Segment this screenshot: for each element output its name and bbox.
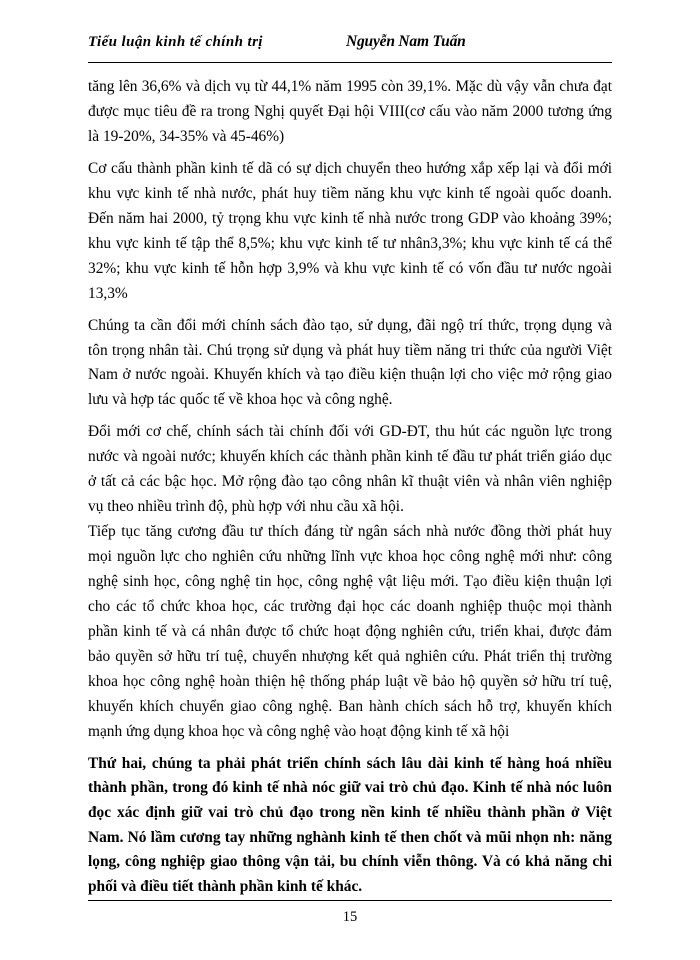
paragraph-spacer xyxy=(88,307,612,314)
paragraph-2: Cơ cấu thành phần kinh tế dã có sự dịch chuyển theo hướng xắp xếp lại và đổi mới khu vực kinh tế nhà nước, phát huy tiềm năng khu vực kinh tế ngoài quốc doanh. Đến năm hai 2000, tỷ trọng khu vực kinh tế nhà nước trong GDP vào khoảng 39%; khu vực kinh tế tập thể 8,5%; khu vực kinh tế tư nhân3,3%; khu vực kinh tế cá thể 32%; khu vực kinh tế hỗn hợp 3,9% và khu vực kinh tế có vốn đầu tư nước ngoài 13,3% xyxy=(88,159,612,302)
header-author-name: Nguyễn Nam Tuấn xyxy=(346,33,466,50)
paragraph-spacer xyxy=(88,150,612,157)
page-number: 15 xyxy=(342,909,358,925)
paragraph-1: tăng lên 36,6% và dịch vụ từ 44,1% năm 1995 còn 39,1%. Mặc dù vậy vẫn chưa đạt được mục tiêu đề ra trong Nghị quyết Đại hội VIII(cơ cấu vào năm 2000 tương ứng là 19-20%, 34-35% và 45-46%) xyxy=(88,78,612,145)
paragraph-spacer xyxy=(88,745,612,752)
header-divider xyxy=(88,62,612,63)
header-document-title: Tiểu luận kinh tế chính trị xyxy=(88,34,263,50)
paragraph-5: Tiếp tục tăng cương đầu tư thích đáng từ ngân sách nhà nước đồng thời phát huy mọi nguồn lực cho nghiên cứu những lĩnh vực khoa học công nghệ mới như: công nghệ sinh học, công nghệ tin học, công nghệ vật liệu mới. Tạo điều kiện thuận lợi cho các tổ chức khoa học, các trường đại học các doanh nghiệp thuộc mọi thành phần kinh tế và cá nhân được tổ chức hoạt động nghiên cứu, triển khai, được đảm bảo quyền sở hữu trí tuệ, chuyển nhượng kết quả nghiên cứu. Phát triển thị trường khoa học công nghệ hoàn thiện hệ thống pháp luật về bảo hộ quyền sở hữu trí tuệ, khuyến khích chuyển giao công nghệ. Ban hành chích sách hỗ trợ, khuyến khích mạnh ứng dụng khoa học và công nghệ vào hoạt động kinh tế xã hội xyxy=(88,523,612,740)
page-content-area xyxy=(88,34,612,924)
paragraph-4: Đổi mới cơ chế, chính sách tài chính đối với GD-ĐT, thu hút các nguồn lực trong nước và ngoài nước; khuyến khích các thành phần kinh tế đầu tư phát triển giáo dục ở tất cả các bậc học. Mở rộng đào tạo công nhân kĩ thuật viên và nhân viên nghiệp vụ theo nhiều trình độ, phù hợp với nhu cầu xã hội. xyxy=(88,423,612,516)
page-footer xyxy=(88,900,612,926)
document-body xyxy=(88,75,612,900)
page-header xyxy=(88,34,612,60)
paragraph-3: Chúng ta cần đổi mới chính sách đào tạo, sử dụng, đãi ngộ trí thức, trọng dụng và tôn trọng nhân tài. Chú trọng sử dụng và phát huy tiềm năng tri thức của người Việt Nam ở nước ngoài. Khuyến khích và tạo điều kiện thuận lợi cho việc mở rộng giao lưu và hợp tác quốc tế về khoa học và công nghệ. xyxy=(88,316,612,409)
footer-divider xyxy=(88,900,612,901)
paragraph-spacer xyxy=(88,413,612,420)
paragraph-6: Thứ hai, chúng ta phải phát triển chính sách lâu dài kinh tế hàng hoá nhiều thành phần, trong đó kinh tế nhà nóc giữ vai trò chủ đạo. Kinh tế nhà nóc luôn đọc xác định giữ vai trò chủ đạo trong nền kinh tế nhiều thành phần ở Việt Nam. Nó lầm cương tay những nghành kinh tế then chốt và mũi nhọn nh: năng lọng, công nghiệp giao thông vận tải, bu chính viễn thông. Và có khả năng chi phối và điều tiết thành phần kinh tế khác. xyxy=(88,754,612,895)
